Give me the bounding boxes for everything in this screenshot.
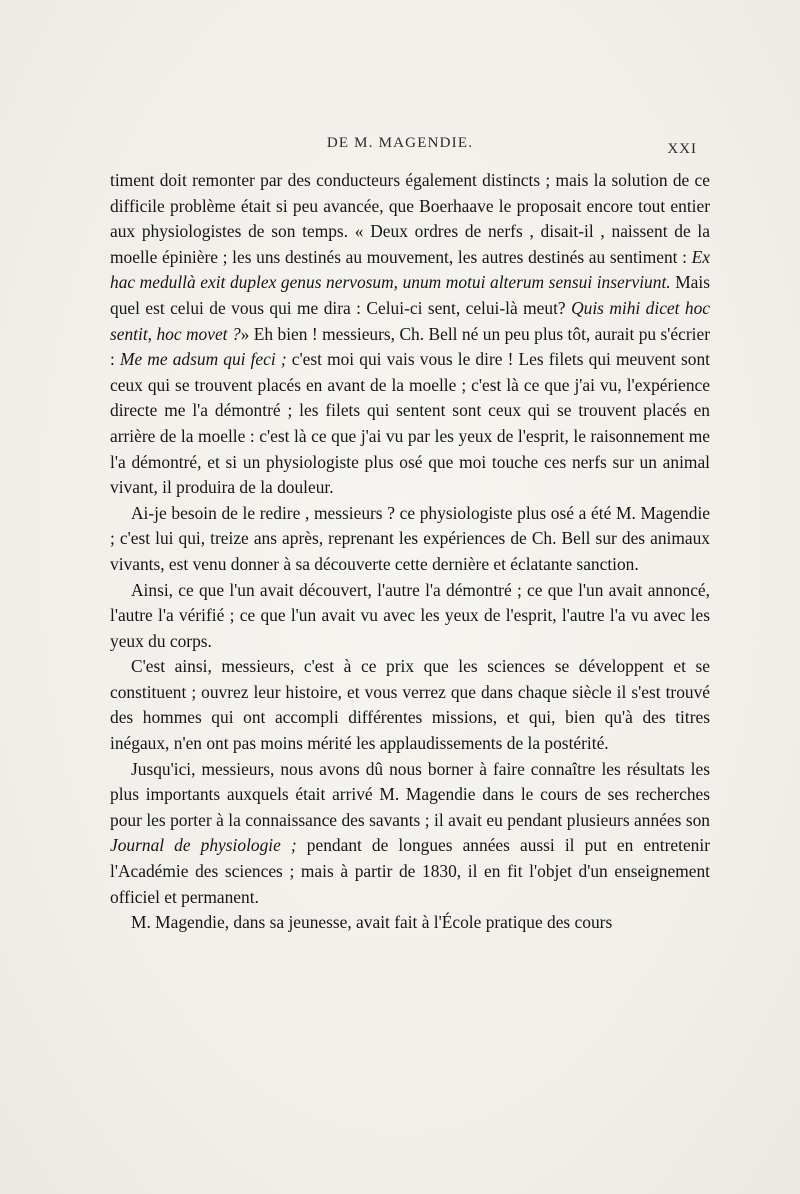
latin-quote: Me me adsum qui feci ; xyxy=(119,349,287,370)
paragraph-6: M. Magendie, dans sa jeunesse, avait fait à l'École pratique des cours xyxy=(131,912,613,933)
text-run: pendant de longues années aussi il put en entretenir l'Académie des sciences ; mais à partir de 1830, il en fit l'objet d'un enseignement officiel et permanent. xyxy=(110,835,710,907)
page-number: XXI xyxy=(667,141,697,157)
paragraph-2: Ai-je besoin de le redire , messieurs ? ce physiologiste plus osé a été M. Magendie ; c'est lui qui, treize ans après, reprenant les expériences de Ch. Bell sur des animaux vivants, est venu donner à sa découverte cette dernière et éclatante sanction. xyxy=(110,502,710,574)
text-run: timent doit remonter par des conducteurs également distincts ; mais la solution de ce difficile problème était si peu avancée, que Boerhaave le proposait encore tout entier aux physiologistes de son temps. « Deux ordres de nerfs , disait-il , naissent de la moelle épinière ; les uns destinés au mouvement, les autres destinés au sentiment : xyxy=(110,170,710,267)
latin-quote: Ex hac medullà exit duplex genus nervosum, unum motui alterum sensui inserviunt. xyxy=(110,246,710,293)
text-run: Mais quel est celui de vous qui me dira : Celui-ci sent, celui-là meut? xyxy=(110,272,710,318)
paragraph-3: Ainsi, ce que l'un avait découvert, l'autre l'a démontré ; ce que l'un avait annoncé, l'autre l'a vérifié ; ce que l'un avait vu avec les yeux de l'esprit, l'autre l'a vu avec les yeux du corps. xyxy=(110,579,710,651)
running-head: DE M. MAGENDIE. xyxy=(326,135,474,151)
paragraph-4: C'est ainsi, messieurs, c'est à ce prix que les sciences se développent et se constituent ; ouvrez leur histoire, et vous verrez que dans chaque siècle il s'est trouvé des hommes qui ont accompli différentes missions, et qui, bien qu'à des titres inégaux, n'en ont pas moins mérité les applaudissements de la postérité. xyxy=(110,656,710,754)
text-run: Jusqu'ici, messieurs, nous avons dû nous borner à faire connaître les résultats les plus importants auxquels était arrivé M. Magendie dans le cours de ses recherches pour les porter à la connaissance des savants ; il avait eu pendant plusieurs années son xyxy=(110,758,710,830)
journal-title: Journal de physiologie ; xyxy=(110,835,297,856)
text-run: c'est moi qui vais vous le dire ! Les filets qui meuvent sont ceux qui se trouvent placés en avant de la moelle ; c'est là ce que j'ai vu, l'expérience directe me l'a démontré ; les filets qui sentent sont ceux qui se trouvent placés en arrière de la moelle : c'est là ce que j'ai vu par les yeux de l'esprit, le raisonnement me l'a démontré, et si un physiologiste plus osé que moi touche ces nerfs sur un animal vivant, il produira de la douleur. xyxy=(110,349,710,498)
paragraph-1 xyxy=(110,168,710,501)
body-text xyxy=(110,168,710,936)
latin-quote: Quis mihi dicet hoc sentit, hoc movet ? xyxy=(110,297,710,344)
text-run: » Eh bien ! messieurs, Ch. Bell né un peu plus tôt, aurait pu s'écrier : xyxy=(110,323,710,370)
paragraph-5 xyxy=(110,757,710,911)
page-header xyxy=(0,135,800,155)
